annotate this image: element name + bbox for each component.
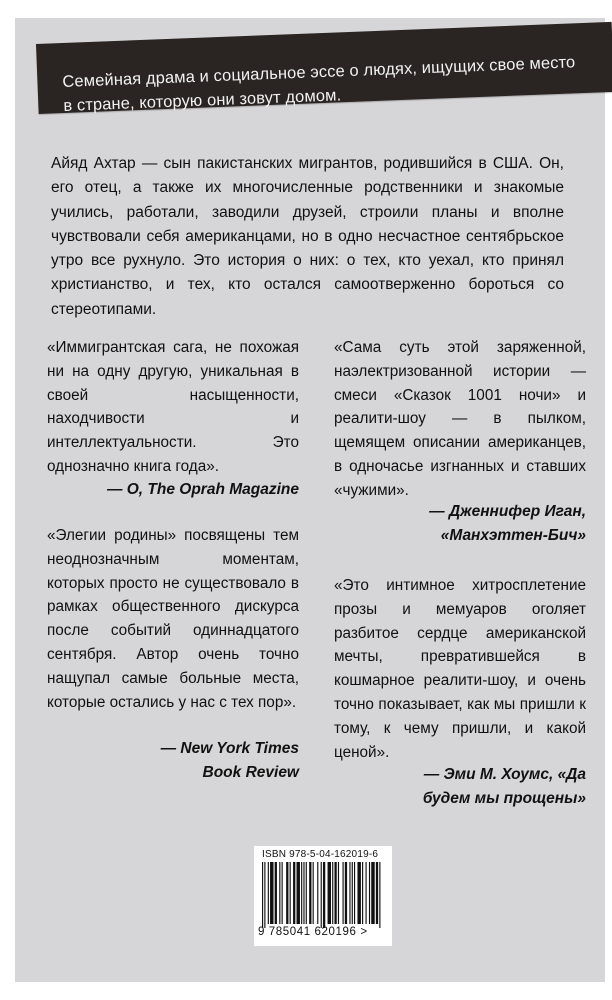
tagline-text: Семейная драма и социальное эссе о людях, ищущих свое место в стране, которую они зовут домом. (62, 53, 576, 115)
review-quote-nyt: «Элегии родины» посвящены тем неоднозначным моментам, которых просто не существовало в рамках общественного дискурса после событий одиннадцатого сентября. Автор очень точно нащупал самые больные места, которые остались у нас с тех пор». (47, 527, 299, 711)
barcode-bar (309, 862, 311, 924)
barcode-bar (297, 862, 300, 924)
review-quote-oprah: «Иммигрантская сага, не похожая ни на одну другую, уникальная в своей насыщенности, находчивости и интеллектуальности. Это однозначно книга года». (47, 339, 299, 475)
barcode-bar (369, 862, 370, 924)
barcode-bar (332, 862, 333, 924)
barcode-bar (290, 862, 291, 924)
barcode-bar (293, 862, 295, 924)
barcode-bar (334, 862, 336, 924)
barcode-bar (313, 862, 314, 924)
barcode-bar (352, 862, 353, 924)
barcode-bar (343, 862, 344, 924)
barcode-bar (270, 862, 273, 924)
barcode-bar (317, 862, 318, 924)
barcode-bar (306, 862, 307, 924)
review-attribution-oprah: — O, The Oprah Magazine (106, 481, 299, 498)
barcode-bar (357, 862, 360, 924)
barcode-bar (349, 862, 350, 924)
barcode-bar (264, 862, 265, 928)
review-attribution-nyt: — New York Times Book Review (160, 740, 299, 781)
barcode-bar (371, 862, 374, 924)
book-description: Айяд Ахтар — сын пакистанских мигрантов, родившийся в США. Он, его отец, а также их многочисленные родственники и знакомые учились, работали, заводили друзей, строили планы и вполне чувствовали себя американцами, но в одно несчастное сентябрьское утро все рухнуло. Это история о них: о тех, кто уехал, кто принял христианство, и тех, кто остался самоотверженно бороться со стереотипами. (51, 155, 564, 318)
barcode-bar (323, 862, 325, 928)
barcode-bar (376, 862, 378, 924)
barcode-bar (268, 862, 269, 924)
barcode-bar (282, 862, 283, 924)
barcode-bar (303, 862, 304, 924)
barcode-bar (279, 862, 280, 924)
barcode-bar (366, 862, 367, 924)
barcode-bar (354, 862, 355, 924)
review-quote-egan: «Сама суть этой заряженной, наэлектризованной истории — смеси «Сказок 1001 ночи» и реалити-шоу — в пылком, щемящем описании американцев, в одночасье изгнанных и ставших «чужими». (334, 339, 586, 499)
barcode-bar (301, 862, 302, 924)
review-attribution-egan: — Дженнифер Иган, «Манхэттен-Бич» (429, 503, 586, 544)
review-quote-homes: «Это интимное хитросплетение прозы и мемуаров оголяет разбитое сердце американской мечты, превратившейся в кошмарное реалити-шоу, и очень точно показывает, как мы пришли к тому, к чему пришли, и какой ценой». (334, 577, 586, 761)
barcode-bar (362, 862, 363, 924)
barcode-bar (338, 862, 339, 924)
barcode-bar (321, 862, 322, 928)
barcode-bar (286, 862, 288, 924)
review-attribution-homes: — Эми М. Хоумс, «Да будем мы прощены» (422, 766, 586, 807)
barcode-bar (345, 862, 347, 924)
ean-number: 9 785041 620196 > (258, 926, 368, 938)
barcode-bar (379, 862, 380, 928)
barcode-block (254, 846, 392, 946)
barcode-bar (262, 862, 263, 928)
isbn-number: ISBN 978-5-04-162019-6 (262, 849, 379, 860)
barcode-bar (328, 862, 331, 924)
barcode-bar (275, 862, 277, 924)
